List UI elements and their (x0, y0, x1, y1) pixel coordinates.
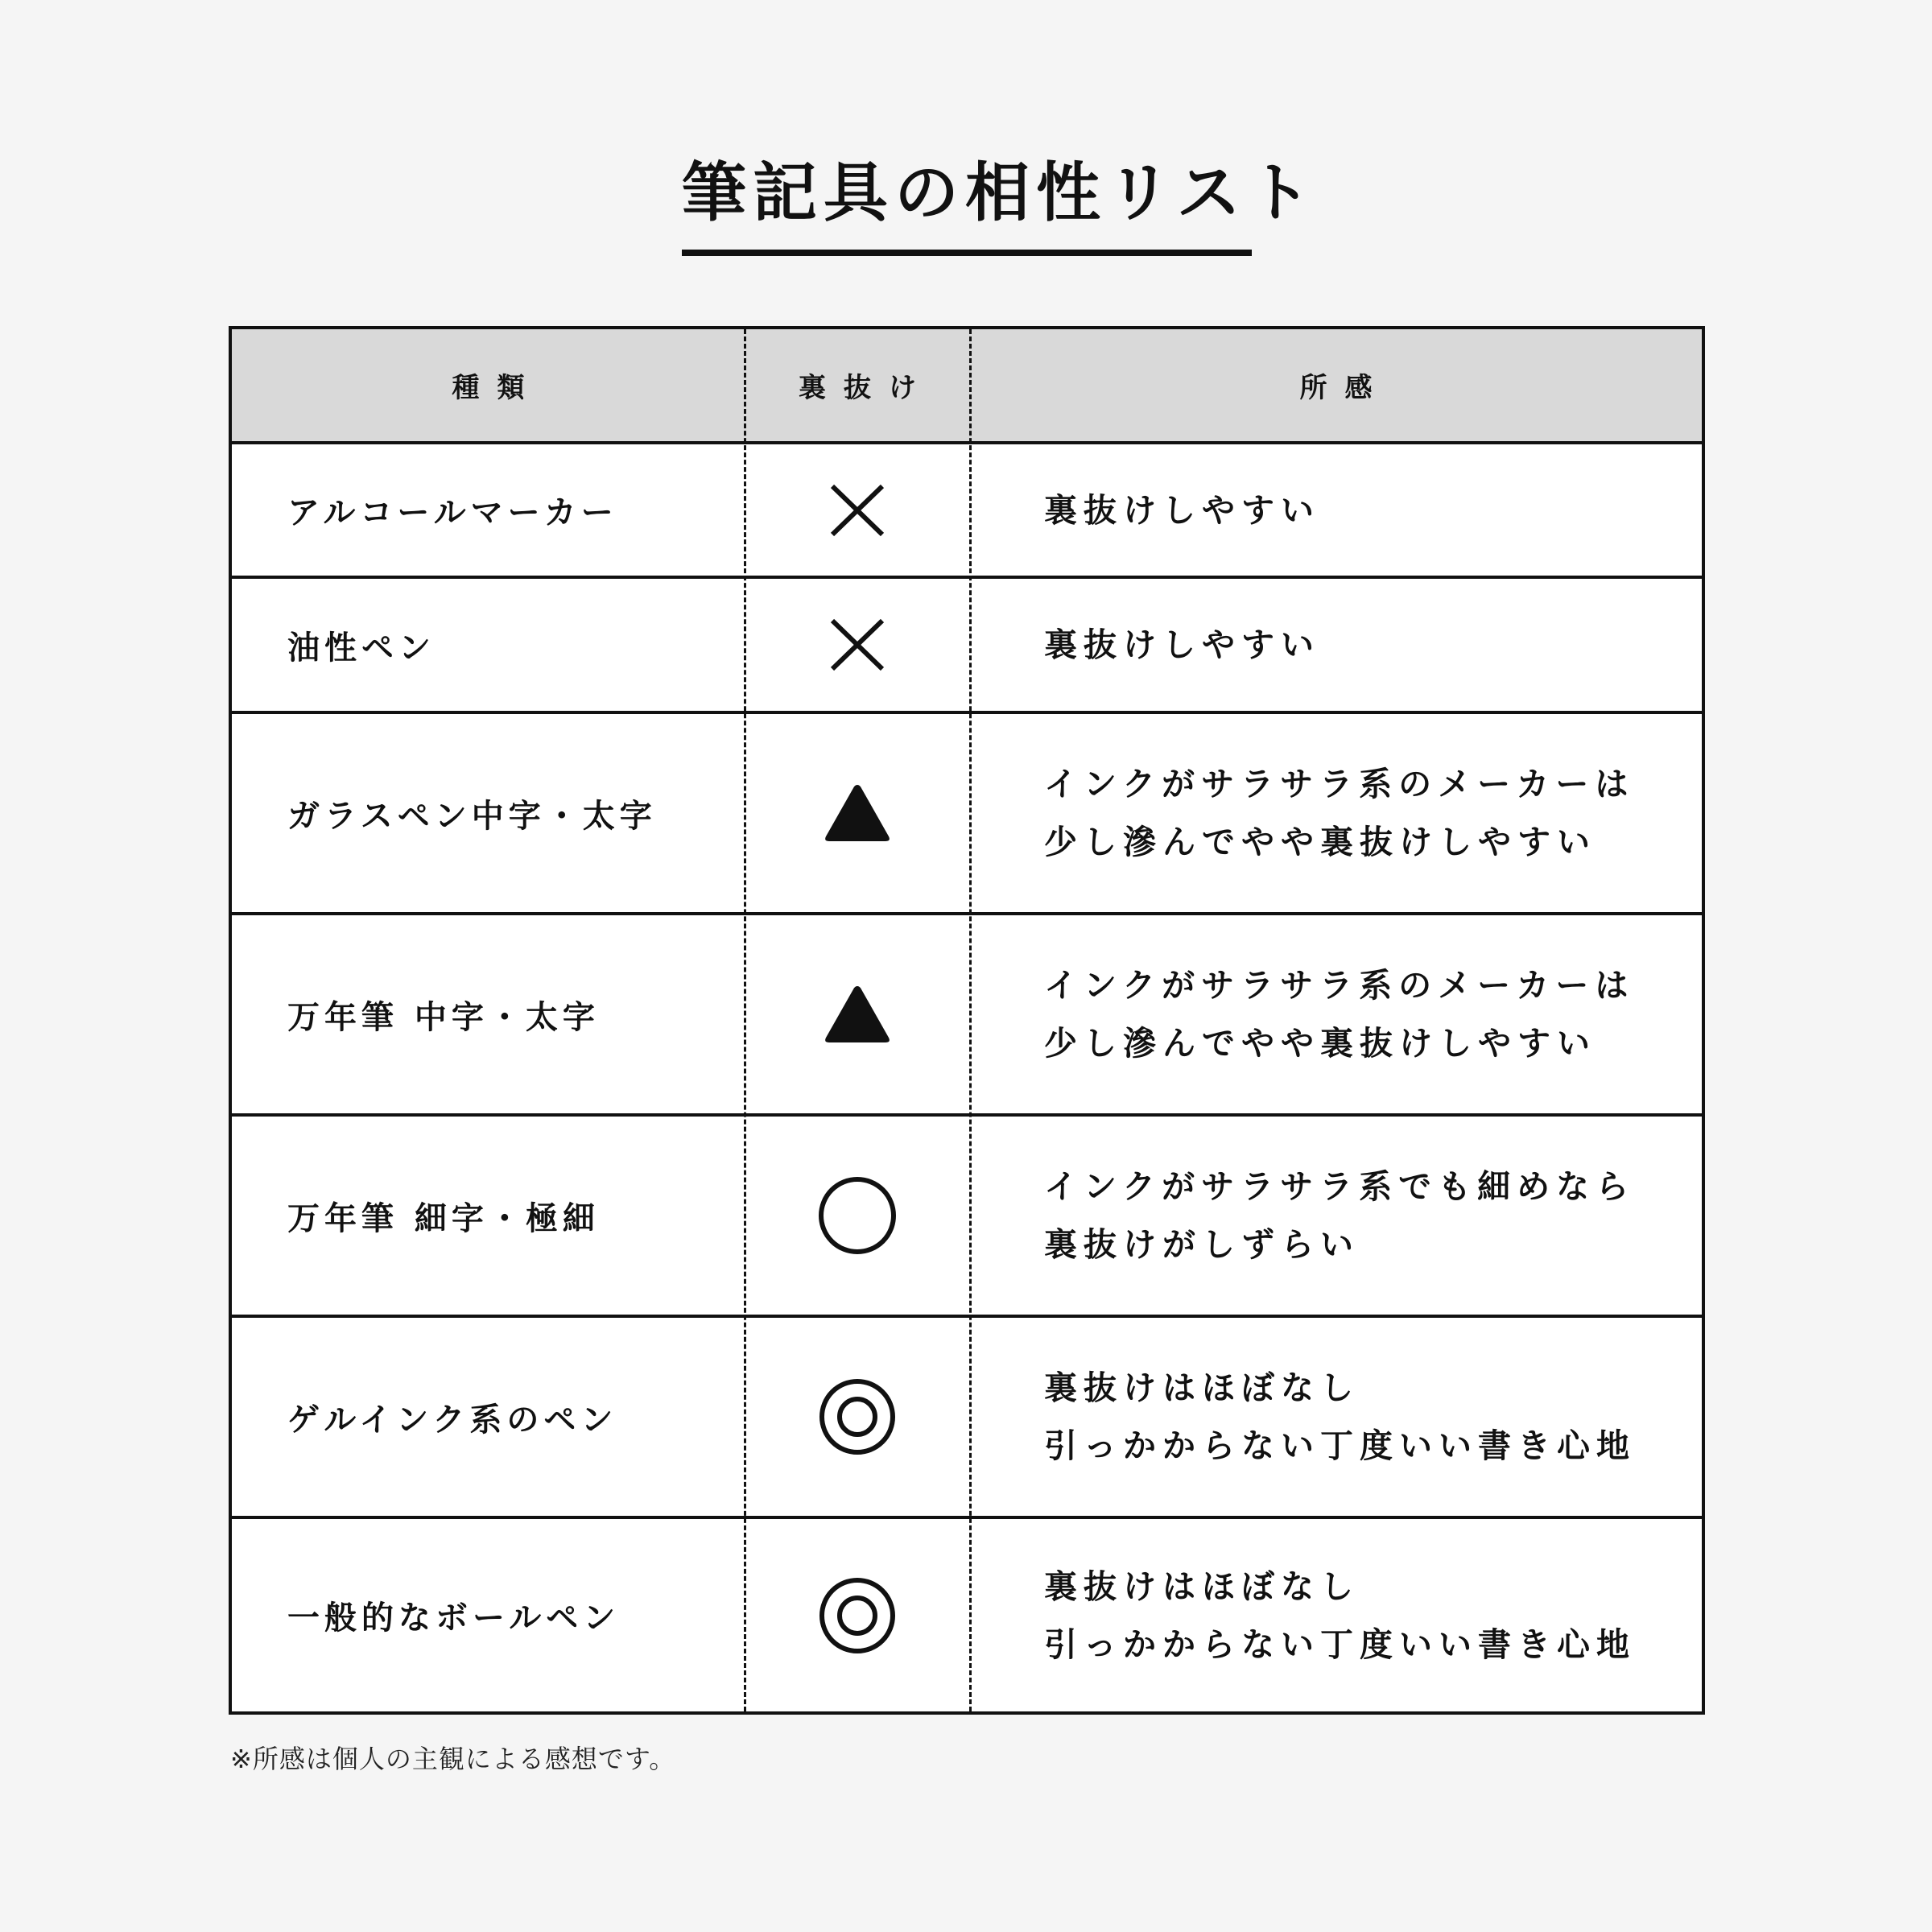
type-cell (232, 915, 745, 1113)
header-comment-label: 所感 (1299, 372, 1390, 404)
bleed-cell (745, 915, 970, 1113)
comment-text (970, 1359, 1636, 1475)
pen-type: 油性ペン (287, 629, 436, 667)
comment-cell (970, 915, 1702, 1113)
type-cell (232, 1519, 745, 1711)
header-cell-comment (970, 329, 1702, 441)
table-row (232, 714, 1702, 915)
pen-type: 万年筆 中字・太字 (287, 998, 600, 1036)
header-bleed-label: 裏抜け (799, 372, 934, 404)
bleed-cell (745, 714, 970, 912)
column-divider (744, 329, 746, 1711)
comment-text (970, 616, 1320, 674)
comment-line: 裏抜けがしずらい (1044, 1225, 1360, 1264)
bleed-cell (745, 1117, 970, 1315)
table-row (232, 579, 1702, 714)
header-type-label: 種類 (452, 372, 543, 404)
cross-icon (829, 484, 886, 537)
bleed-cell (745, 1519, 970, 1711)
bleed-cell (745, 1318, 970, 1516)
double-circle-icon (817, 1377, 898, 1457)
footnote: ※所感は個人の主観による感想です。 (230, 1744, 676, 1774)
comment-line: インクがサラサラ系でも細めなら (1044, 1167, 1636, 1206)
type-cell (232, 1117, 745, 1315)
type-cell (232, 714, 745, 912)
comment-text (970, 1558, 1636, 1674)
type-cell (232, 444, 745, 576)
type-cell (232, 579, 745, 711)
title-underline (682, 250, 1252, 256)
comment-text (970, 1158, 1635, 1274)
table-row (232, 915, 1702, 1117)
header-cell-bleed (745, 329, 970, 441)
triangle-icon (823, 983, 892, 1046)
page-title: 筆記具の相性リスト (682, 155, 1319, 230)
pen-type: アルコールマーカー (287, 494, 618, 531)
compatibility-table (229, 326, 1705, 1715)
comment-cell (970, 714, 1702, 912)
comment-line: インクがサラサラ系のメーカーは (1044, 765, 1635, 803)
table-row (232, 1318, 1702, 1519)
comment-line: 引っかからない丁度いい書き心地 (1044, 1426, 1636, 1465)
comment-line: インクがサラサラ系のメーカーは (1044, 966, 1635, 1005)
triangle-icon (823, 782, 892, 844)
comment-cell (970, 1318, 1702, 1516)
column-divider (969, 329, 972, 1711)
comment-line: 引っかからない丁度いい書き心地 (1044, 1624, 1636, 1664)
pen-type: ゲルインク系のペン (287, 1401, 618, 1439)
comment-cell (970, 1117, 1702, 1315)
cross-icon (829, 618, 886, 671)
comment-text (970, 481, 1320, 539)
comment-cell (970, 444, 1702, 576)
pen-type: 万年筆 細字・極細 (287, 1199, 600, 1237)
comment-line: 裏抜けはほぼなし (1044, 1567, 1360, 1606)
comment-cell (970, 579, 1702, 711)
table-row (232, 444, 1702, 579)
double-circle-icon (817, 1575, 898, 1656)
pen-type: 一般的なボールペン (287, 1600, 621, 1637)
table-row (232, 1519, 1702, 1711)
bleed-cell (745, 579, 970, 711)
comment-line: 裏抜けはほぼなし (1044, 1368, 1360, 1407)
comment-cell (970, 1519, 1702, 1711)
circle-icon (817, 1175, 898, 1256)
type-cell (232, 1318, 745, 1516)
pen-type: ガラスペン中字・太字 (287, 797, 657, 835)
comment-line: 少し滲んでやや裏抜けしやすい (1044, 823, 1596, 861)
table-row (232, 1117, 1702, 1318)
comment-line: 少し滲んでやや裏抜けしやすい (1044, 1024, 1596, 1063)
table-header-row (232, 329, 1702, 444)
comment-line: 裏抜けしやすい (1044, 625, 1320, 664)
comment-text (970, 755, 1634, 871)
bleed-cell (745, 444, 970, 576)
header-cell-type (232, 329, 745, 441)
title-block (682, 153, 1319, 233)
comment-text (970, 956, 1634, 1072)
comment-line: 裏抜けしやすい (1044, 490, 1320, 530)
